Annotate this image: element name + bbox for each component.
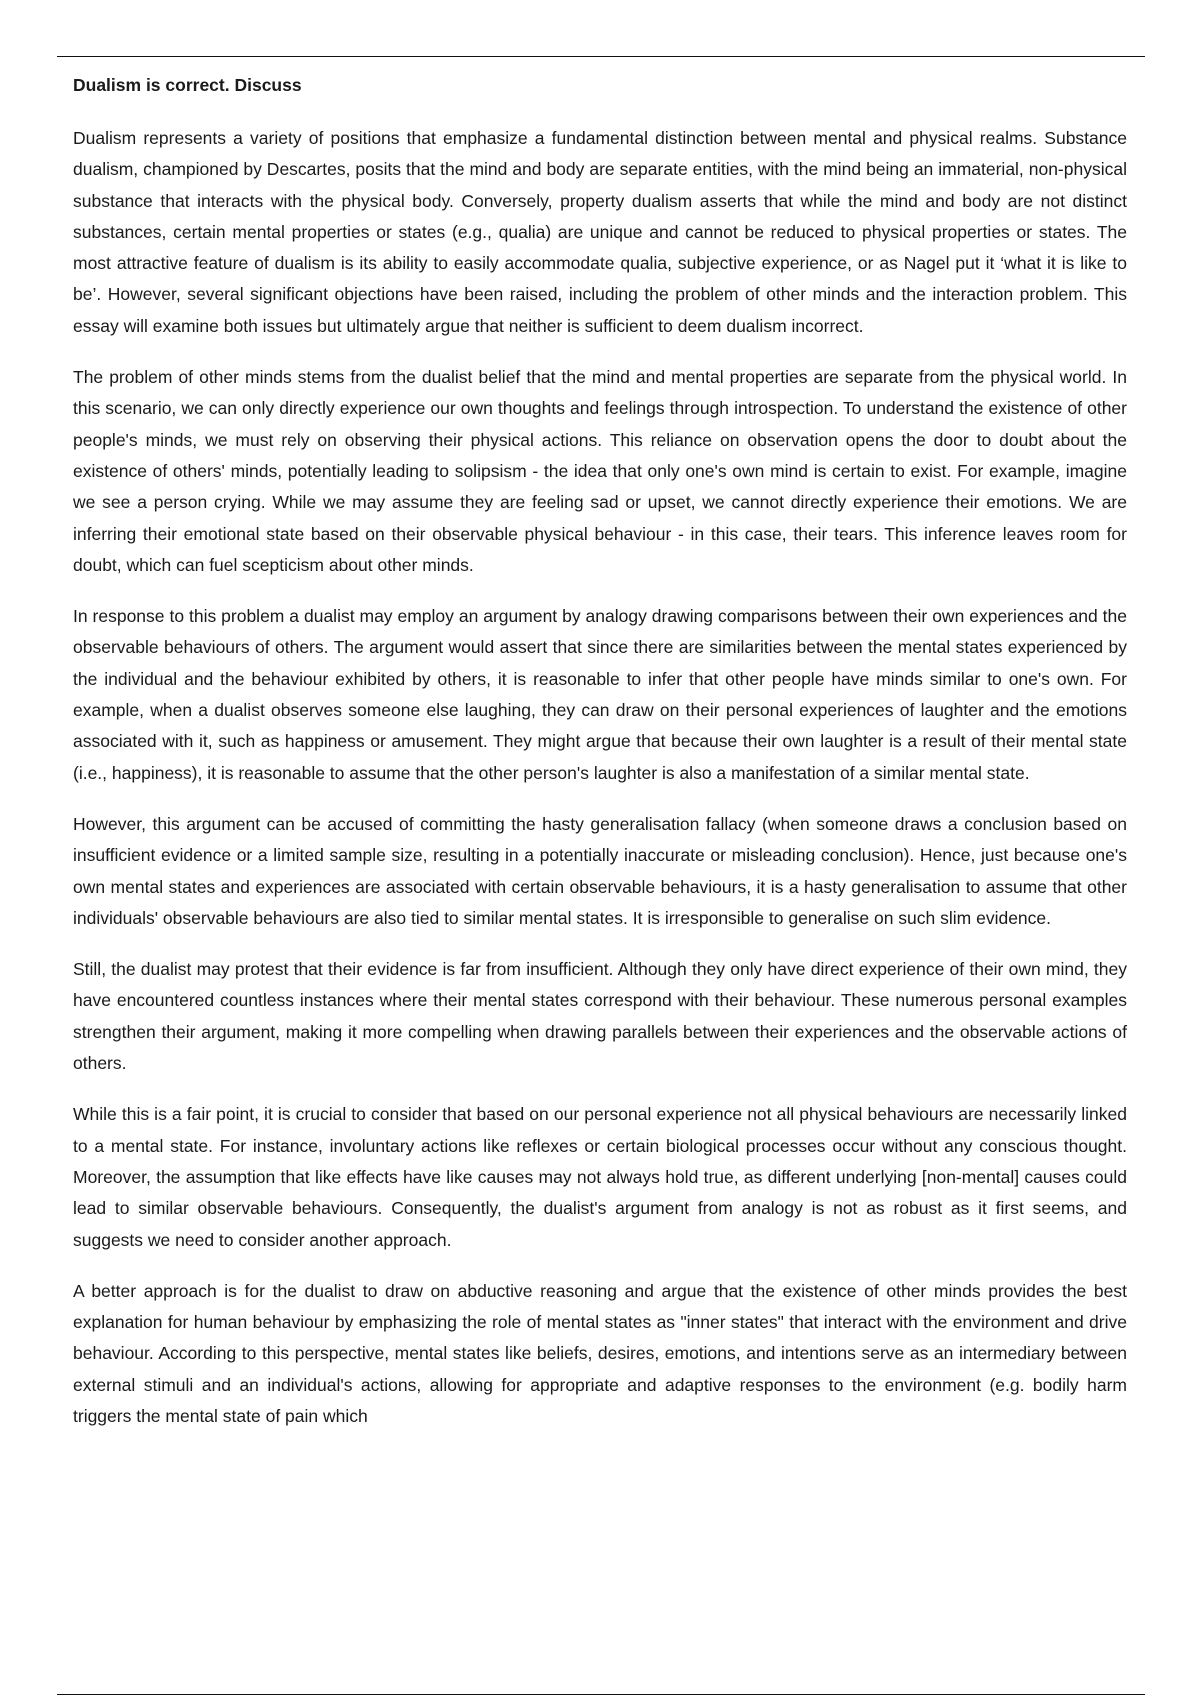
- document-body: [73, 72, 1127, 1452]
- paragraph-1: Dualism represents a variety of positions that emphasize a fundamental distinction between mental and physical realms. Substance dualism, championed by Descartes, posits that the mind and body are separate entities, with the mind being an immaterial, non-physical substance that interacts with the physical body. Conversely, property dualism asserts that while the mind and body are not distinct substances, certain mental properties or states (e.g., qualia) are unique and cannot be reduced to physical properties or states. The most attractive feature of dualism is its ability to easily accommodate qualia, subjective experience, or as Nagel put it ‘what it is like to be’. However, several significant objections have been raised, including the problem of other minds and the interaction problem. This essay will examine both issues but ultimately argue that neither is sufficient to deem dualism incorrect.: [73, 128, 1127, 336]
- paragraph-2: The problem of other minds stems from the dualist belief that the mind and mental properties are separate from the physical world. In this scenario, we can only directly experience our own thoughts and feelings through introspection. To understand the existence of other people's minds, we must rely on observing their physical actions. This reliance on observation opens the door to doubt about the existence of others' minds, potentially leading to solipsism - the idea that only one's own mind is certain to exist. For example, imagine we see a person crying. While we may assume they are feeling sad or upset, we cannot directly experience their emotions. We are inferring their emotional state based on their observable physical behaviour - in this case, their tears. This inference leaves room for doubt, which can fuel scepticism about other minds.: [73, 367, 1127, 575]
- paragraph-3: In response to this problem a dualist may employ an argument by analogy drawing comparisons between their own experiences and the observable behaviours of others. The argument would assert that since there are similarities between the mental states experienced by the individual and the behaviour exhibited by others, it is reasonable to infer that other people have minds similar to one's own. For example, when a dualist observes someone else laughing, they can draw on their personal experiences of laughter and the emotions associated with it, such as happiness or amusement. They might argue that because their own laughter is a result of their mental state (i.e., happiness), it is reasonable to assume that the other person's laughter is also a manifestation of a similar mental state.: [73, 606, 1127, 783]
- document-title: Dualism is correct. Discuss: [73, 75, 302, 95]
- paragraph-5: Still, the dualist may protest that their evidence is far from insufficient. Although they only have direct experience of their own mind, they have encountered countless instances where their mental states correspond with their behaviour. These numerous personal examples strengthen their argument, making it more compelling when drawing parallels between their experiences and the observable actions of others.: [73, 959, 1127, 1074]
- paragraph-4: However, this argument can be accused of committing the hasty generalisation fallacy (when someone draws a conclusion based on insufficient evidence or a limited sample size, resulting in a potentially inaccurate or misleading conclusion). Hence, just because one's own mental states and experiences are associated with certain observable behaviours, it is a hasty generalisation to assume that other individuals' observable behaviours are also tied to similar mental states. It is irresponsible to generalise on such slim evidence.: [73, 813, 1127, 928]
- bottom-rule: [57, 1694, 1145, 1695]
- top-rule: [57, 56, 1145, 57]
- paragraph-6: While this is a fair point, it is crucial to consider that based on our personal experience not all physical behaviours are necessarily linked to a mental state. For instance, involuntary actions like reflexes or certain biological processes occur without any conscious thought. Moreover, the assumption that like effects have like causes may not always hold true, as different underlying [non-mental] causes could lead to similar observable behaviours. Consequently, the dualist's argument from analogy is not as robust as it first seems, and suggests we need to consider another approach.: [73, 1104, 1127, 1250]
- paragraph-7: A better approach is for the dualist to draw on abductive reasoning and argue that the existence of other minds provides the best explanation for human behaviour by emphasizing the role of mental states as "inner states" that interact with the environment and drive behaviour. According to this perspective, mental states like beliefs, desires, emotions, and intentions serve as an intermediary between external stimuli and an individual's actions, allowing for appropriate and adaptive responses to the environment (e.g. bodily harm triggers the mental state of pain which: [73, 1280, 1127, 1426]
